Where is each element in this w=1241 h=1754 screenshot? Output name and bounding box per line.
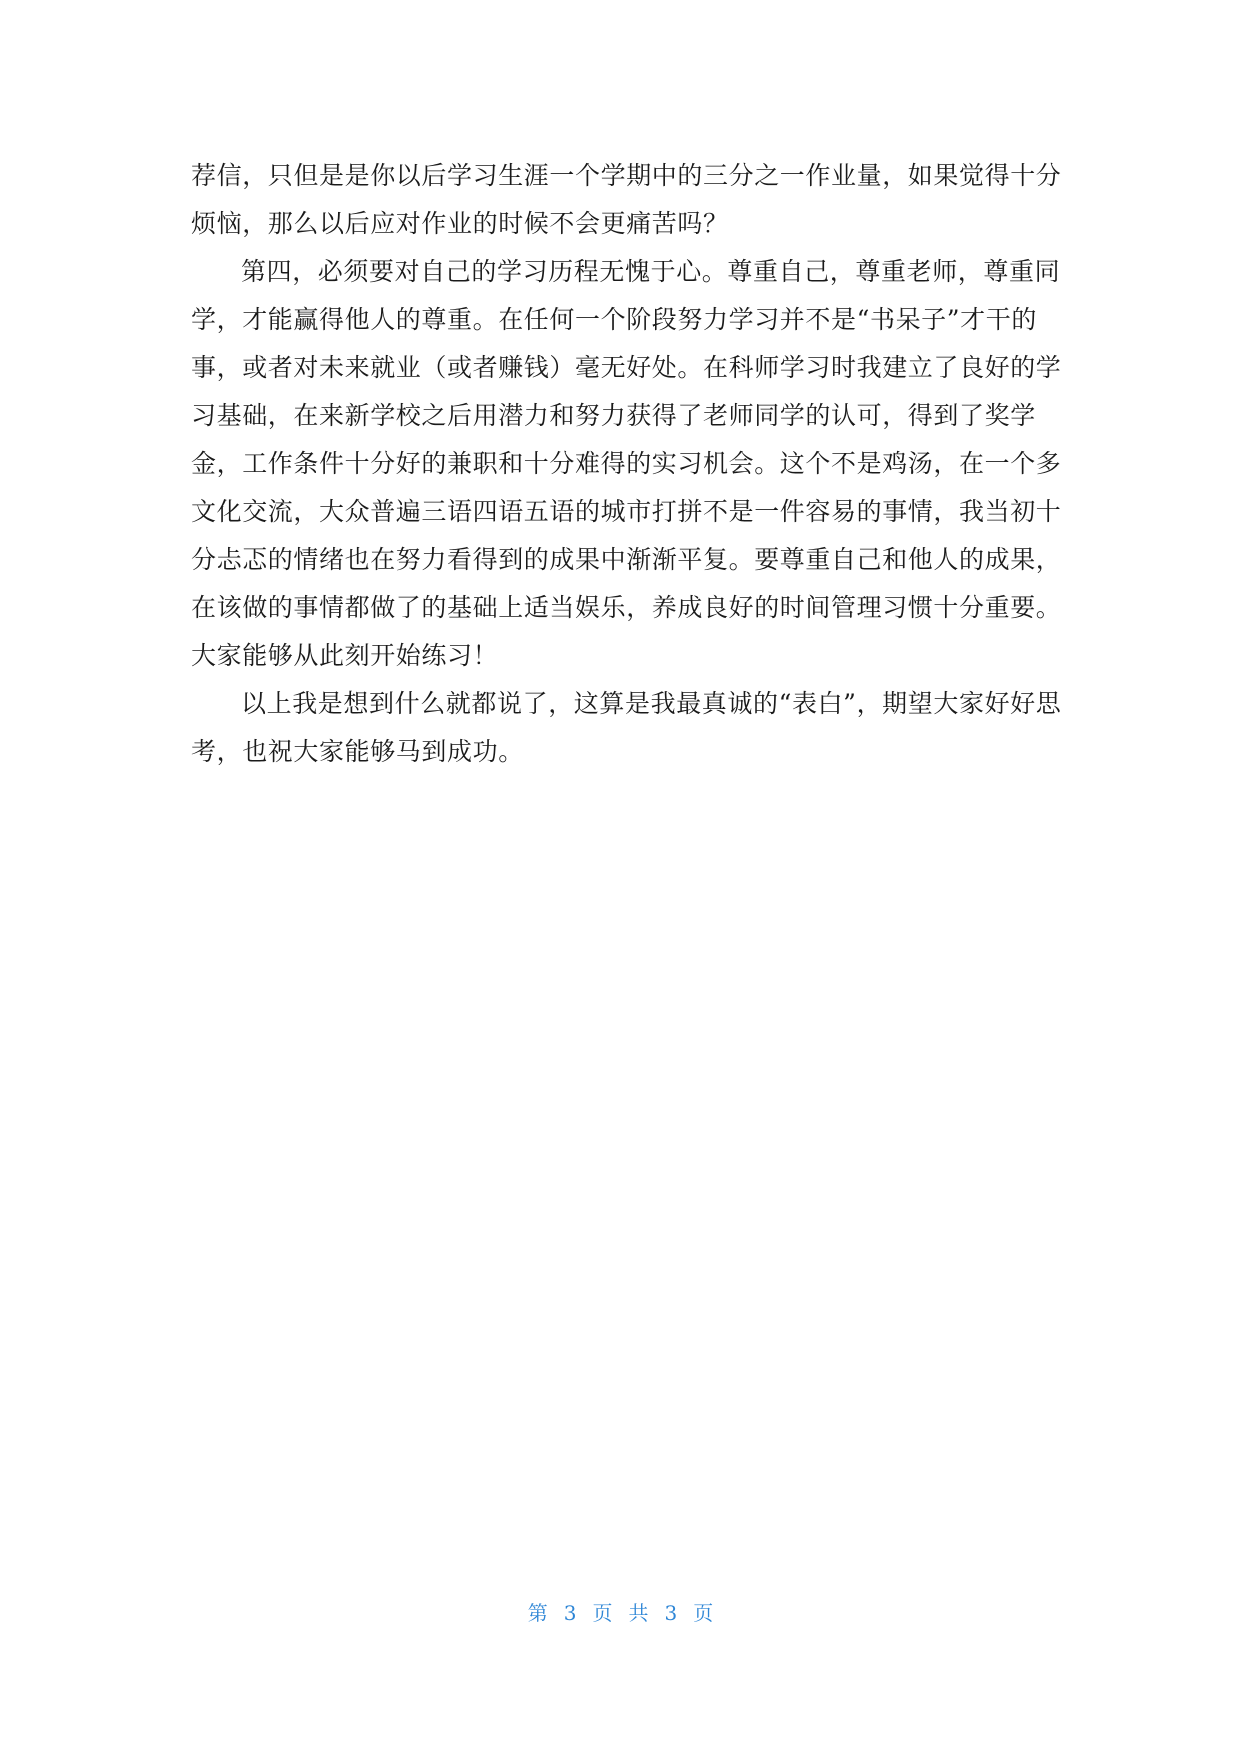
body-line-4: 学，才能赢得他人的尊重。在任何一个阶段努力学习并不是“书呆子”才干的 [191, 305, 1037, 334]
body-line-1: 荐信，只但是是你以后学习生涯一个学期中的三分之一作业量，如果觉得十分 [191, 161, 1062, 190]
body-line-8: 文化交流，大众普遍三语四语五语的城市打拼不是一件容易的事情，我当初十 [191, 497, 1062, 526]
body-line-6: 习基础，在来新学校之后用潜力和努力获得了老师同学的认可，得到了奖学 [191, 401, 1036, 430]
footer-di: 第 [527, 1601, 548, 1625]
footer-total-pages: 3 [664, 1601, 678, 1625]
body-line-10: 在该做的事情都做了的基础上适当娱乐，养成良好的时间管理习惯十分重要。 [191, 593, 1062, 622]
document-body [191, 152, 1071, 776]
body-line-7: 金，工作条件十分好的兼职和十分难得的实习机会。这个不是鸡汤，在一个多 [191, 449, 1062, 478]
body-line-2: 烦恼，那么以后应对作业的时候不会更痛苦吗？ [191, 209, 729, 238]
footer-ye-2: 页 [693, 1601, 714, 1625]
body-line-9: 分忐忑的情绪也在努力看得到的成果中渐渐平复。要尊重自己和他人的成果， [191, 545, 1062, 574]
footer-ye: 页 [592, 1601, 613, 1625]
body-line-11: 大家能够从此刻开始练习！ [191, 641, 499, 670]
paragraph-four-start: 第四，必须要对自己的学习历程无愧于心。尊重自己，尊重老师，尊重同 [241, 257, 1061, 286]
closing-paragraph-start: 以上我是想到什么就都说了，这算是我最真诚的“表白”，期望大家好好思 [241, 689, 1062, 718]
body-line-13: 考，也祝大家能够马到成功。 [191, 737, 524, 766]
footer-current-page: 3 [563, 1601, 577, 1625]
footer-gong: 共 [628, 1601, 649, 1625]
body-line-5: 事，或者对未来就业（或者赚钱）毫无好处。在科师学习时我建立了良好的学 [191, 353, 1062, 382]
page-number-footer [0, 1597, 1241, 1626]
